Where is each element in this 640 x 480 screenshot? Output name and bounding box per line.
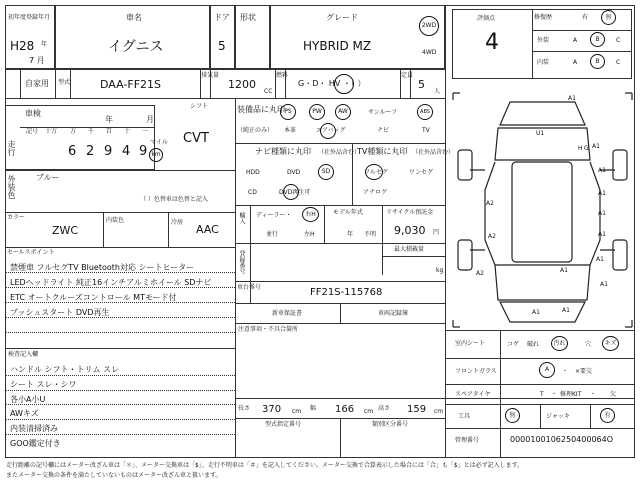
spare-opt-1: ・: [551, 391, 558, 398]
odo-digit-label-6: 一: [142, 128, 149, 135]
spare-opt-2: 修理KIT: [560, 391, 582, 398]
jack-label: ジャッキ: [546, 413, 570, 420]
colorcode-label: カラー: [7, 214, 26, 221]
cap-label: 定員: [401, 72, 414, 79]
sales-line-1: LEDヘッドライト 純正16インチアルミホイール SDナビ: [10, 278, 212, 287]
reg-num-label: 登録番号: [238, 250, 245, 274]
spare-opt-3: ・: [590, 391, 597, 398]
navi-dvdplay-circle: [283, 184, 299, 200]
model-year-unknown: 不明: [364, 231, 377, 238]
seat-label: 室内シート: [455, 340, 486, 347]
exterior-label: 外装色: [7, 175, 16, 199]
drive-2wd: 2WD: [419, 16, 439, 36]
recycle-unit: 円: [433, 229, 440, 236]
int-grade-label: 内装: [537, 59, 550, 66]
row2-bot: [5, 98, 445, 99]
equip-ps: PS: [280, 104, 296, 120]
cap: 5: [418, 78, 425, 91]
equip-pw: PW: [309, 104, 325, 120]
warranty-record: 車両記録簿: [378, 310, 409, 317]
manage-label: 管理番号: [455, 437, 480, 444]
disp-label: 排気量: [201, 72, 220, 79]
import-parallel: 並行: [266, 231, 279, 238]
navi-sub: （社外品含む）: [318, 149, 361, 156]
diagram-mark-11: A2: [476, 270, 484, 277]
tools-label: 工具: [458, 413, 471, 420]
fuel: G・D・ HV ・（ ）: [298, 79, 366, 88]
len-unit: cm: [292, 408, 302, 415]
tv-oneseg: ワンセグ: [409, 169, 434, 176]
equip-sunroof: サンルーフ: [368, 109, 398, 116]
import-left-handle: 左H: [304, 231, 315, 238]
seat-opt-3: 穴: [585, 341, 592, 348]
diagram-mark-16: G: [584, 145, 589, 152]
diagram-mark-15: H: [578, 145, 583, 152]
odo-digit-2: 9: [104, 144, 113, 159]
diagram-mark-4: A2: [486, 200, 494, 207]
diagram-mark-1: A1: [592, 143, 600, 150]
inspector-label: 検査記入欄: [8, 351, 39, 358]
odo-digit-label-5: 十: [124, 128, 131, 135]
reg-year-mark: 年: [41, 41, 48, 48]
tv-label: TV種類に丸印: [357, 147, 408, 156]
class-label: 類別区分番号: [372, 421, 409, 428]
diagram-mark-13: A1: [562, 307, 570, 314]
disp-cc: CC: [264, 88, 273, 95]
diagram-mark-3: A1: [598, 190, 606, 197]
odo-digit-label-2: 万: [70, 128, 77, 135]
equip-leather: 本革: [284, 127, 297, 134]
model-year-label: モデル年式: [333, 209, 363, 216]
manage-val: 0000100106250400064O: [510, 435, 614, 444]
designation-label: 型式指定番号: [265, 421, 302, 428]
diagram-mark-10: A1: [600, 281, 608, 288]
use-label: 自家用: [25, 79, 49, 88]
sales-point-label: セールスポイント: [7, 249, 55, 256]
len-label: 長さ: [238, 405, 251, 412]
cooler-label: 冷房: [171, 219, 184, 226]
odo-km: km: [149, 148, 163, 162]
navi-sd: SD: [318, 164, 334, 180]
spare-opt-0: T: [540, 391, 544, 398]
diagram-mark-12: A1: [532, 309, 540, 316]
navi-label: ナビ種類に丸印: [255, 147, 311, 156]
glass-opt-0: A: [539, 362, 555, 378]
navi-cd: CD: [248, 189, 257, 196]
wid-unit: cm: [364, 408, 374, 415]
diagram-mark-14: U1: [536, 130, 545, 137]
hei: 159: [407, 404, 427, 415]
import-label: 輸入: [238, 212, 245, 224]
ext-grade-a: A: [573, 37, 578, 44]
recycle-label: リサイクル預託金: [386, 209, 434, 216]
reg-era-year: H28: [10, 39, 35, 53]
odo-digit-label-0: 記号: [26, 128, 39, 135]
equip-navi: ナビ: [377, 127, 390, 134]
odo-digit-0: 6: [68, 144, 77, 159]
seat-opt-0: コゲ: [507, 341, 520, 348]
footer-line-1: またメーター交換の条件を満たしていないものはメーター改ざん車と扱います。: [6, 472, 222, 479]
spare-label: スペアタイヤ: [455, 391, 491, 398]
carname-label: 車名: [126, 13, 142, 22]
shift-label: シフト: [190, 103, 209, 110]
tv-analog: アナログ: [363, 189, 388, 196]
payload-label: 最大積載量: [394, 246, 425, 253]
row2-top: [5, 69, 445, 70]
int-grade-c: C: [616, 59, 621, 66]
odo-digit-label-4: 百: [106, 128, 113, 135]
repair-no: 無: [601, 10, 616, 25]
hei-unit: cm: [434, 408, 444, 415]
equip-label: 装備品に丸印: [237, 105, 285, 114]
grade-label: グレード: [326, 13, 358, 22]
jack-val: 有: [600, 408, 615, 423]
seat-opt-4: キズ: [602, 336, 619, 351]
inspector-line-3: AWキズ: [10, 409, 39, 418]
carname: イグニス: [108, 39, 164, 55]
int-grade-a: A: [573, 59, 578, 66]
shift: CVT: [183, 131, 209, 146]
odo-digit-label-1: 十万: [45, 128, 58, 135]
inspector-line-1: シート スレ・シワ: [10, 380, 77, 389]
tools-val: 無: [505, 408, 520, 423]
warranty-new: 新車保証書: [272, 310, 303, 317]
odo-digit-3: 4: [122, 144, 131, 159]
equip-airbag: エアバッグ: [316, 127, 346, 134]
reg-label: 初年度登録年月: [8, 14, 51, 21]
sales-line-3: プッシュスタート DVD再生: [10, 308, 110, 317]
seat-opt-2: 汚れ: [551, 336, 568, 351]
chassis-label: 車台番号: [237, 284, 262, 291]
odo-mile: マイル: [150, 139, 168, 146]
import-dealer: ディーラー・: [256, 212, 292, 219]
model-year-val: 年: [347, 231, 354, 238]
glass-opt-1: ・: [562, 368, 569, 375]
score: 4: [485, 30, 499, 55]
exterior: ブルー: [36, 173, 60, 182]
ext-grade-b: B: [590, 32, 605, 47]
exterior-changed: （ ）色替車は色替と記入: [140, 196, 208, 203]
navi-dvdplay: DVD再生可: [279, 189, 311, 196]
navi-dvd: DVD: [287, 169, 301, 176]
tv-sub: （社外品含む）: [412, 149, 455, 156]
shape-label: 形状: [240, 13, 256, 22]
chassis: FF21S-115768: [310, 287, 383, 298]
equip-sub: （純正のみ）: [237, 127, 274, 134]
footer-line-0: 走行距離の記号欄にはメーター改ざん車は「＊」、メーター交換車は「$」、走行不明車は「＃」を記入してください。メーター交換で合算表示した場合には「合」も「$」とは必ず記入します。: [6, 462, 524, 469]
diagram-mark-7: A1: [598, 231, 606, 238]
interior-label: 内装色: [106, 217, 125, 224]
diagram-mark-6: A1: [598, 210, 606, 217]
payload-unit: kg: [436, 267, 444, 274]
repair-yes: 有: [582, 14, 589, 21]
ext-grade-c: C: [616, 37, 621, 44]
recycle-val: 9,030: [394, 224, 426, 237]
equip-abs: ABS: [417, 104, 433, 120]
repair-label: 修復歴: [534, 14, 553, 21]
int-grade-b: B: [590, 54, 605, 69]
hei-label: 高さ: [378, 405, 391, 412]
navi-hdd: HDD: [246, 169, 260, 176]
diagram-mark-8: A1: [596, 256, 604, 263]
len: 370: [262, 404, 282, 415]
grade: HYBRID MZ: [303, 39, 372, 53]
fuel-hv-circle: [334, 74, 354, 94]
notice-label: 注意事項・不具合箇所: [238, 326, 299, 333]
diagram-mark-9: A1: [560, 267, 568, 274]
glass-opt-2: ×要交: [575, 368, 593, 375]
inspector-line-4: 内装清掃済み: [10, 424, 58, 433]
tv-fullseg-circle: [365, 164, 383, 180]
diagram-mark-5: A2: [488, 233, 496, 240]
wid: 166: [335, 404, 355, 415]
disp: 1200: [228, 78, 256, 91]
glass-label: フロントガラス: [455, 368, 497, 375]
fuel-label: 燃料: [276, 72, 289, 79]
inspector-line-5: GOO鑑定付き: [10, 439, 61, 448]
odo-digit-1: 2: [86, 144, 95, 159]
wid-label: 幅: [310, 405, 317, 412]
reg-month: 7 月: [29, 56, 45, 65]
seat-opt-1: 破れ: [527, 341, 540, 348]
equip-aw: AW: [335, 104, 351, 120]
door-label: ドア: [214, 13, 230, 22]
drive-4wd: 4WD: [422, 49, 437, 56]
sales-line-0: 禁煙車 フルセグTV Bluetooth対応 シートヒーター: [10, 263, 195, 272]
cooler: AAC: [196, 223, 219, 236]
shaken-month: 月: [146, 115, 154, 124]
import-right-handle: 右H: [302, 207, 319, 222]
shaken-year: 年: [105, 115, 113, 124]
inspector-line-0: ハンドル シフト・トリム スレ: [10, 365, 120, 374]
diagram-mark-2: A1: [598, 167, 606, 174]
equip-tv: TV: [422, 127, 430, 134]
odo-digit-4: 9: [139, 144, 148, 159]
colorcode: ZWC: [52, 224, 79, 237]
inspector-line-2: 各小A小U: [10, 395, 46, 404]
spare-opt-4: 欠: [610, 391, 617, 398]
shaken-label: 車検: [25, 109, 41, 118]
equip-airbag-circle: [320, 123, 336, 139]
sales-line-2: ETC オートクルーズコントロール MTモード付: [10, 293, 177, 302]
door: 5: [218, 39, 226, 53]
tv-fullseg: フルセグ: [364, 169, 388, 176]
ext-grade-label: 外装: [537, 37, 550, 44]
car-diagram: [450, 90, 635, 330]
type: DAA-FF21S: [100, 78, 161, 91]
diagram-mark-0: A1: [568, 95, 576, 102]
score-label: 評価点: [477, 15, 496, 22]
odo-label: 走行: [7, 140, 16, 156]
odo-digit-label-3: 千: [88, 128, 95, 135]
type-label: 型式: [58, 79, 71, 86]
cap-person: 人: [434, 88, 441, 95]
